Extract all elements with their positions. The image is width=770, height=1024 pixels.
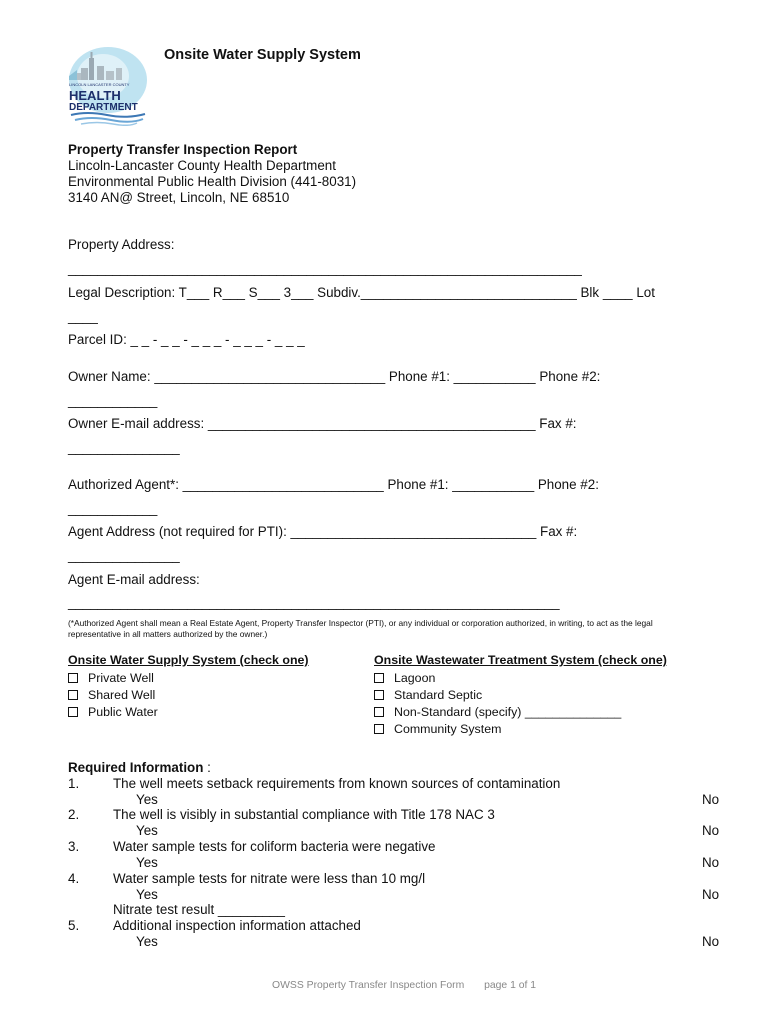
checkbox-icon[interactable] (68, 707, 78, 717)
checkbox-public-water[interactable] (68, 705, 158, 719)
checkbox-label: Standard Septic (394, 688, 483, 702)
yes-option[interactable]: Yes (136, 823, 158, 838)
owner-email-field[interactable]: Owner E-mail address: ____________________________________________ Fax #: (68, 416, 577, 431)
no-option[interactable]: No (702, 934, 720, 949)
item-number: 4. (68, 871, 80, 886)
owner-fax-field[interactable]: _______________ (68, 440, 180, 455)
checkbox-label: Shared Well (88, 688, 156, 702)
agency-name: Lincoln-Lancaster County Health Department (68, 158, 336, 173)
nitrate-result-field[interactable]: Nitrate test result _________ (113, 902, 285, 917)
agent-note-line1: (*Authorized Agent shall mean a Real Estate Agent, Property Transfer Inspector (PTI), or any individual or corporation authorized, in writing, to act as the legal (68, 618, 653, 628)
owner-phone2-field[interactable]: ____________ (68, 393, 158, 408)
required-info-title: Required Information (68, 760, 204, 775)
owner-name-field[interactable]: Owner Name: _______________________________ Phone #1: ___________ Phone #2: (68, 369, 601, 384)
required-info-heading (68, 760, 211, 775)
water-supply-heading: Onsite Water Supply System (check one) (68, 653, 309, 667)
report-title: Property Transfer Inspection Report (68, 142, 298, 157)
checkbox-label: Lagoon (394, 671, 436, 685)
agent-note-line2: representative in all matters authorized by the owner.) (68, 629, 268, 639)
property-address-label: Property Address: (68, 237, 175, 252)
agency-address: 3140 AN@ Street, Lincoln, NE 68510 (68, 190, 290, 205)
health-department-logo (67, 46, 149, 126)
logo-small-text: LINCOLN LANCASTER COUNTY (69, 82, 130, 87)
logo-department-text: DEPARTMENT (69, 102, 138, 113)
checkbox-icon[interactable] (374, 673, 384, 683)
agent-fax-field[interactable]: _______________ (68, 548, 180, 563)
item-text: Water sample tests for coliform bacteria were negative (113, 839, 436, 854)
legal-description-field[interactable]: Legal Description: T___ R___ S___ 3___ Subdiv._____________________________ Blk ____ Lot (68, 285, 655, 300)
checkbox-label: Non-Standard (specify) ______________ (394, 705, 622, 719)
checkbox-label: Private Well (88, 671, 154, 685)
checkbox-label: Public Water (88, 705, 158, 719)
legal-description-lot-field[interactable]: ____ (68, 309, 98, 324)
no-option[interactable]: No (702, 823, 720, 838)
required-info-colon: : (203, 760, 211, 775)
checkbox-icon[interactable] (68, 690, 78, 700)
agent-phone2-field[interactable]: ____________ (68, 501, 158, 516)
yes-option[interactable]: Yes (136, 934, 158, 949)
item-number: 5. (68, 918, 80, 933)
checkbox-icon[interactable] (374, 724, 384, 734)
footer-page-number: page 1 of 1 (484, 980, 537, 991)
no-option[interactable]: No (702, 887, 720, 902)
checkbox-community-system[interactable] (374, 722, 501, 736)
yes-option[interactable]: Yes (136, 887, 158, 902)
parcel-id-field[interactable]: Parcel ID: _ _ - _ _ - _ _ _ - _ _ _ - _ _ _ (68, 332, 305, 347)
checkbox-non-standard[interactable] (374, 705, 621, 719)
checkbox-shared-well[interactable] (68, 688, 155, 702)
property-address-field[interactable]: _____________________________________________________________________ (68, 261, 582, 276)
agency-division: Environmental Public Health Division (441-8031) (68, 174, 357, 189)
page-title: Onsite Water Supply System (164, 47, 361, 63)
checkbox-private-well[interactable] (68, 671, 154, 685)
item-number: 3. (68, 839, 80, 854)
checkbox-icon[interactable] (374, 690, 384, 700)
yes-option[interactable]: Yes (136, 855, 158, 870)
item-text: The well meets setback requirements from known sources of contamination (113, 776, 561, 791)
item-number: 2. (68, 807, 80, 822)
checkbox-icon[interactable] (68, 673, 78, 683)
checkbox-lagoon[interactable] (374, 671, 435, 685)
no-option[interactable]: No (702, 792, 720, 807)
agent-field[interactable]: Authorized Agent*: ___________________________ Phone #1: ___________ Phone #2: (68, 477, 599, 492)
agent-address-field[interactable]: Agent Address (not required for PTI): _________________________________ Fax #: (68, 524, 578, 539)
footer (272, 980, 536, 991)
checkbox-standard-septic[interactable] (374, 688, 482, 702)
checkbox-icon[interactable] (374, 707, 384, 717)
footer-form-name: OWSS Property Transfer Inspection Form (272, 980, 465, 991)
item-text: Water sample tests for nitrate were less than 10 mg/l (113, 871, 426, 886)
checkbox-label: Community System (394, 722, 502, 736)
logo-health-text: HEALTH (69, 88, 121, 103)
item-number: 1. (68, 776, 80, 791)
item-text: The well is visibly in substantial compliance with Title 178 NAC 3 (113, 807, 495, 822)
agent-email-field[interactable]: __________________________________________________________________ (68, 595, 560, 610)
yes-option[interactable]: Yes (136, 792, 158, 807)
item-text: Additional inspection information attached (113, 918, 361, 933)
wastewater-heading: Onsite Wastewater Treatment System (check one) (374, 653, 667, 667)
no-option[interactable]: No (702, 855, 720, 870)
agent-email-label: Agent E-mail address: (68, 572, 200, 587)
